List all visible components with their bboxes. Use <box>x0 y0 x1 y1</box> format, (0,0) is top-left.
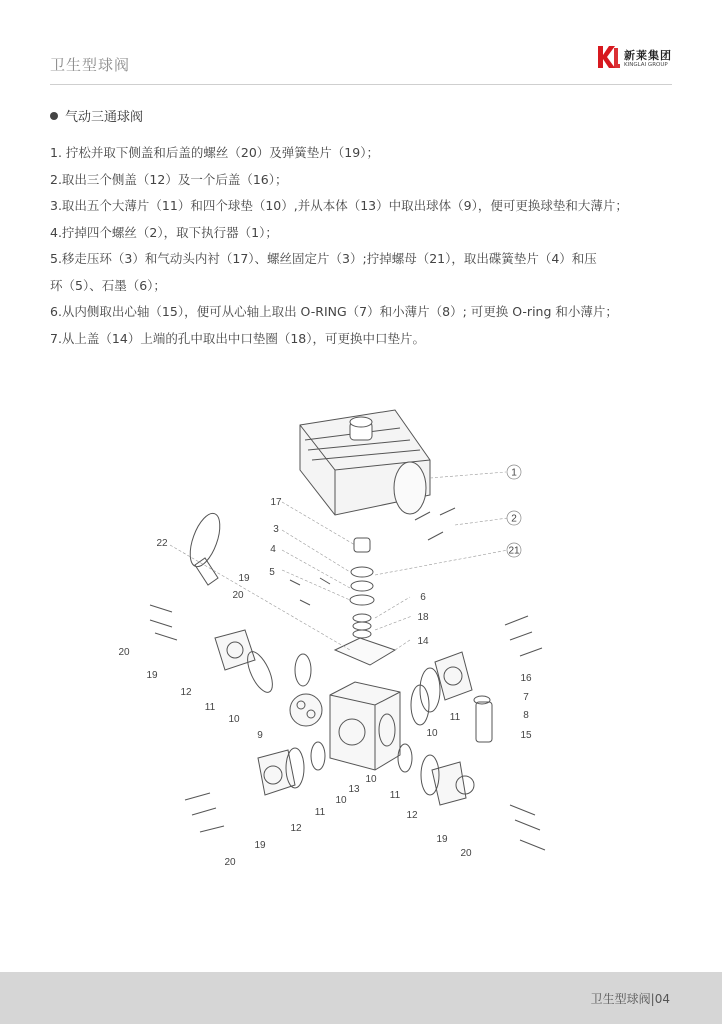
callout-18: 18 <box>417 612 429 623</box>
step-4: 4.拧掉四个螺丝（2），取下执行器（1）； <box>50 224 278 240</box>
kinglai-logo-mark-icon <box>596 44 620 70</box>
callout-9: 9 <box>257 730 263 741</box>
callout-12-left: 12 <box>180 687 192 698</box>
callout-10-left: 10 <box>228 714 240 725</box>
stem-parts-drawing <box>335 538 395 665</box>
callout-11-bottom: 11 <box>314 807 326 818</box>
callout-20-bottom: 20 <box>224 857 236 868</box>
callout-4: 4 <box>270 544 276 555</box>
step-7: 7.从上盖（14）上端的孔中取出中口垫圈（18），可更换中口垫片。 <box>50 330 425 346</box>
callout-13: 13 <box>348 784 360 795</box>
callout-8: 8 <box>523 710 529 721</box>
callout-6: 6 <box>420 592 426 603</box>
callout-11-center: 11 <box>389 790 401 801</box>
callout-20-left: 20 <box>118 647 130 658</box>
header-divider <box>50 84 672 85</box>
callout-19-bottom: 19 <box>254 840 266 851</box>
callout-14: 14 <box>417 636 429 647</box>
step-5: 5.移走压环（3）和气动头内衬（17）、螺丝固定片（3）;拧掉螺母（21），取出碟簧垫片（4）和压 <box>50 251 597 266</box>
page-header <box>0 0 722 86</box>
callout-19: 19 <box>238 573 250 584</box>
callout-5: 5 <box>269 567 275 578</box>
section-heading <box>50 106 143 126</box>
callout-labels <box>118 465 532 868</box>
callout-21: 21 <box>508 545 520 557</box>
step-6: 6.从内侧取出心轴（15），便可从心轴上取出 O-RING（7）和小薄片（8）; 可更换 O-ring 和小薄片； <box>50 304 618 319</box>
callout-15: 15 <box>520 730 532 741</box>
callout-10-center: 10 <box>365 774 377 785</box>
callout-7: 7 <box>523 692 529 703</box>
callout-20: 20 <box>232 590 244 601</box>
exploded-view-diagram <box>110 400 580 870</box>
section-heading-text: 气动三通球阀 <box>65 110 144 125</box>
valve-body-drawing <box>290 682 400 770</box>
callout-10-bottom: 10 <box>335 795 347 806</box>
header-title: 卫生型球阀 <box>50 56 131 74</box>
callout-20-right: 20 <box>460 848 472 859</box>
callout-19-right: 19 <box>436 834 448 845</box>
callout-2: 2 <box>511 513 517 525</box>
step-2: 2.取出三个侧盖（12）及一个后盖（16）； <box>50 171 288 187</box>
step-5-continued: 环（5）、石墨（6）； <box>50 277 166 293</box>
logo-english-name: KINGLAI GROUP <box>624 62 668 68</box>
callout-10-right: 10 <box>426 728 438 739</box>
kinglai-logo <box>596 44 676 74</box>
disassembly-steps <box>50 140 670 352</box>
actuator-drawing <box>300 410 430 515</box>
logo-chinese-name: 新莱集团 <box>624 49 672 62</box>
callout-12-right: 12 <box>406 810 418 821</box>
callout-3: 3 <box>273 524 279 535</box>
page-footer <box>0 972 722 1024</box>
callout-16: 16 <box>520 673 532 684</box>
callout-17: 17 <box>270 497 282 508</box>
callout-12-bottom: 12 <box>290 823 302 834</box>
callout-19-left: 19 <box>146 670 158 681</box>
callout-22: 22 <box>156 538 168 549</box>
footer-page-label: 卫生型球阀|04 <box>590 992 670 1006</box>
bolts-drawing <box>150 508 545 850</box>
step-1: 1. 拧松并取下侧盖和后盖的螺丝（20）及弹簧垫片（19）； <box>50 145 379 160</box>
callout-1: 1 <box>511 467 517 479</box>
bullet-icon <box>50 112 58 120</box>
callout-11-right: 11 <box>449 712 461 723</box>
step-3: 3.取出五个大薄片（11）和四个球垫（10）,并从本体（13）中取出球体（9），便可更换球垫和大薄片； <box>50 198 628 213</box>
callout-11-left: 11 <box>204 702 216 713</box>
